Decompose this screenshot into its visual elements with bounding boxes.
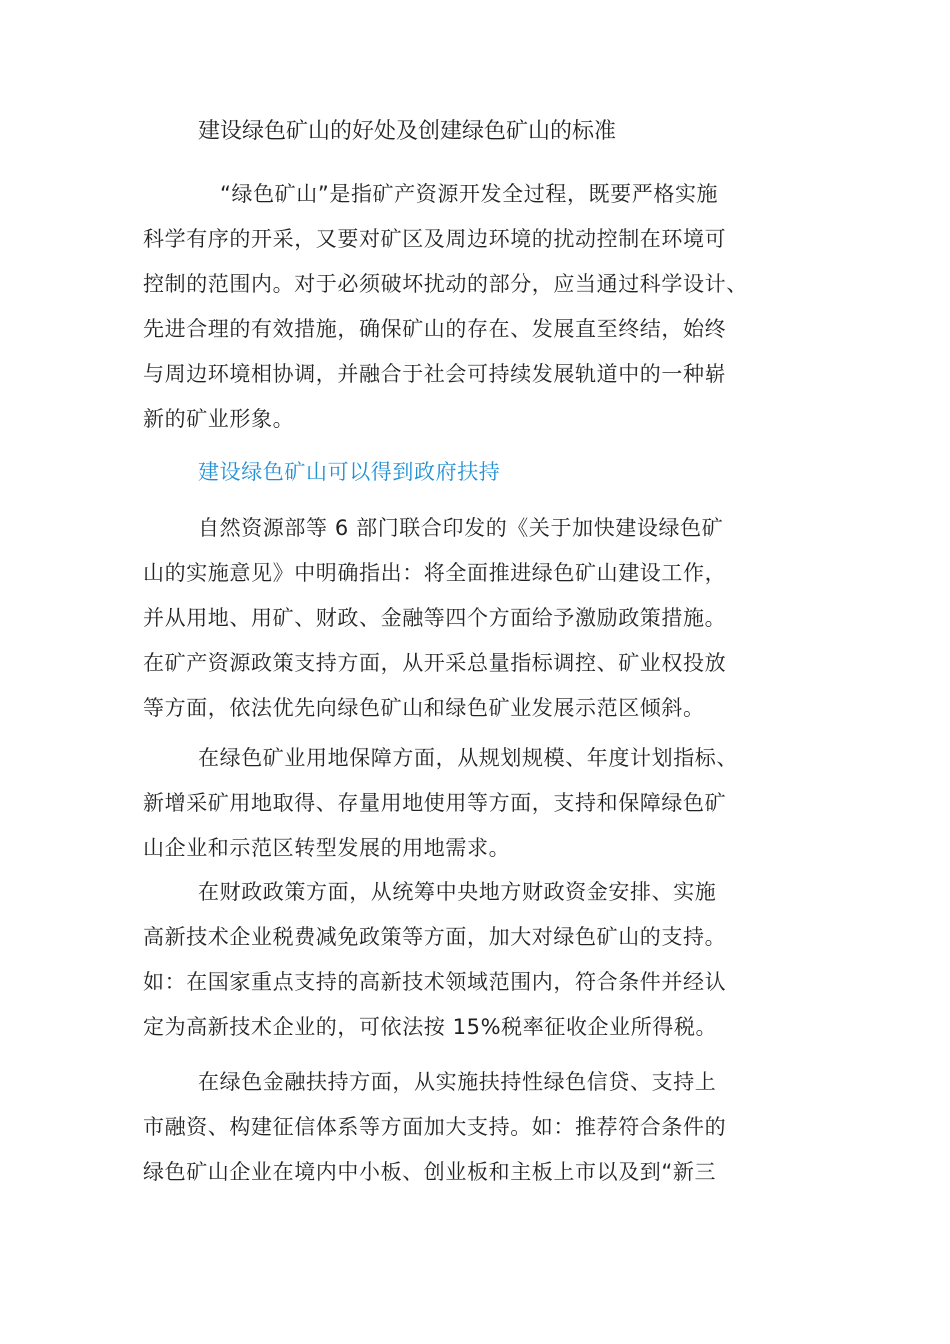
paragraph-line: 绿色矿山企业在境内中小板、创业板和主板上市以及到“新三 [143, 1160, 717, 1184]
paragraph-line: 先进合理的有效措施，确保矿山的存在、发展直至终结，始终 [143, 317, 727, 341]
policy-paragraph-3 [143, 870, 811, 1050]
paragraph-line: 山的实施意见》中明确指出：将全面推进绿色矿山建设工作， [143, 561, 727, 585]
paragraph-line: 市融资、构建征信体系等方面加大支持。如：推荐符合条件的 [143, 1115, 727, 1139]
paragraph-line: 等方面，依法优先向绿色矿山和绿色矿业发展示范区倾斜。 [143, 696, 705, 720]
intro-paragraph [143, 172, 811, 442]
policy-paragraph-2 [143, 736, 811, 871]
paragraph-line: 定为高新技术企业的，可依法按 15%税率征收企业所得税。 [143, 1015, 718, 1039]
paragraph-line: “绿色矿山”是指矿产资源开发全过程，既要严格实施 [220, 182, 719, 206]
policy-paragraph-1 [143, 506, 811, 731]
paragraph-line: 新增采矿用地取得、存量用地使用等方面，支持和保障绿色矿 [143, 791, 727, 815]
paragraph-line: 在财政政策方面，从统筹中央地方财政资金安排、实施 [198, 880, 717, 904]
paragraph-line: 并从用地、用矿、财政、金融等四个方面给予激励政策措施。 [143, 606, 727, 630]
paragraph-line: 如：在国家重点支持的高新技术领域范围内，符合条件并经认 [143, 970, 727, 994]
paragraph-line: 与周边环境相协调，并融合于社会可持续发展轨道中的一种崭 [143, 362, 727, 386]
paragraph-line: 新的矿业形象。 [143, 407, 295, 431]
section-subheading: 建设绿色矿山可以得到政府扶持 [198, 460, 501, 484]
paragraph-line: 控制的范围内。对于必须破坏扰动的部分，应当通过科学设计、 [143, 272, 748, 296]
paragraph-line: 高新技术企业税费减免政策等方面，加大对绿色矿山的支持。 [143, 925, 727, 949]
paragraph-line: 科学有序的开采，又要对矿区及周边环境的扰动控制在环境可 [143, 227, 727, 251]
paragraph-line: 在绿色金融扶持方面，从实施扶持性绿色信贷、支持上 [198, 1070, 717, 1094]
paragraph-line: 在矿产资源政策支持方面，从开采总量指标调控、矿业权投放 [143, 651, 727, 675]
paragraph-line: 在绿色矿业用地保障方面，从规划规模、年度计划指标、 [198, 746, 738, 770]
paragraph-line: 自然资源部等 6 部门联合印发的《关于加快建设绿色矿 [198, 516, 724, 540]
paragraph-line: 山企业和示范区转型发展的用地需求。 [143, 836, 511, 860]
policy-paragraph-4 [143, 1060, 811, 1195]
document-title: 建设绿色矿山的好处及创建绿色矿山的标准 [198, 119, 617, 144]
